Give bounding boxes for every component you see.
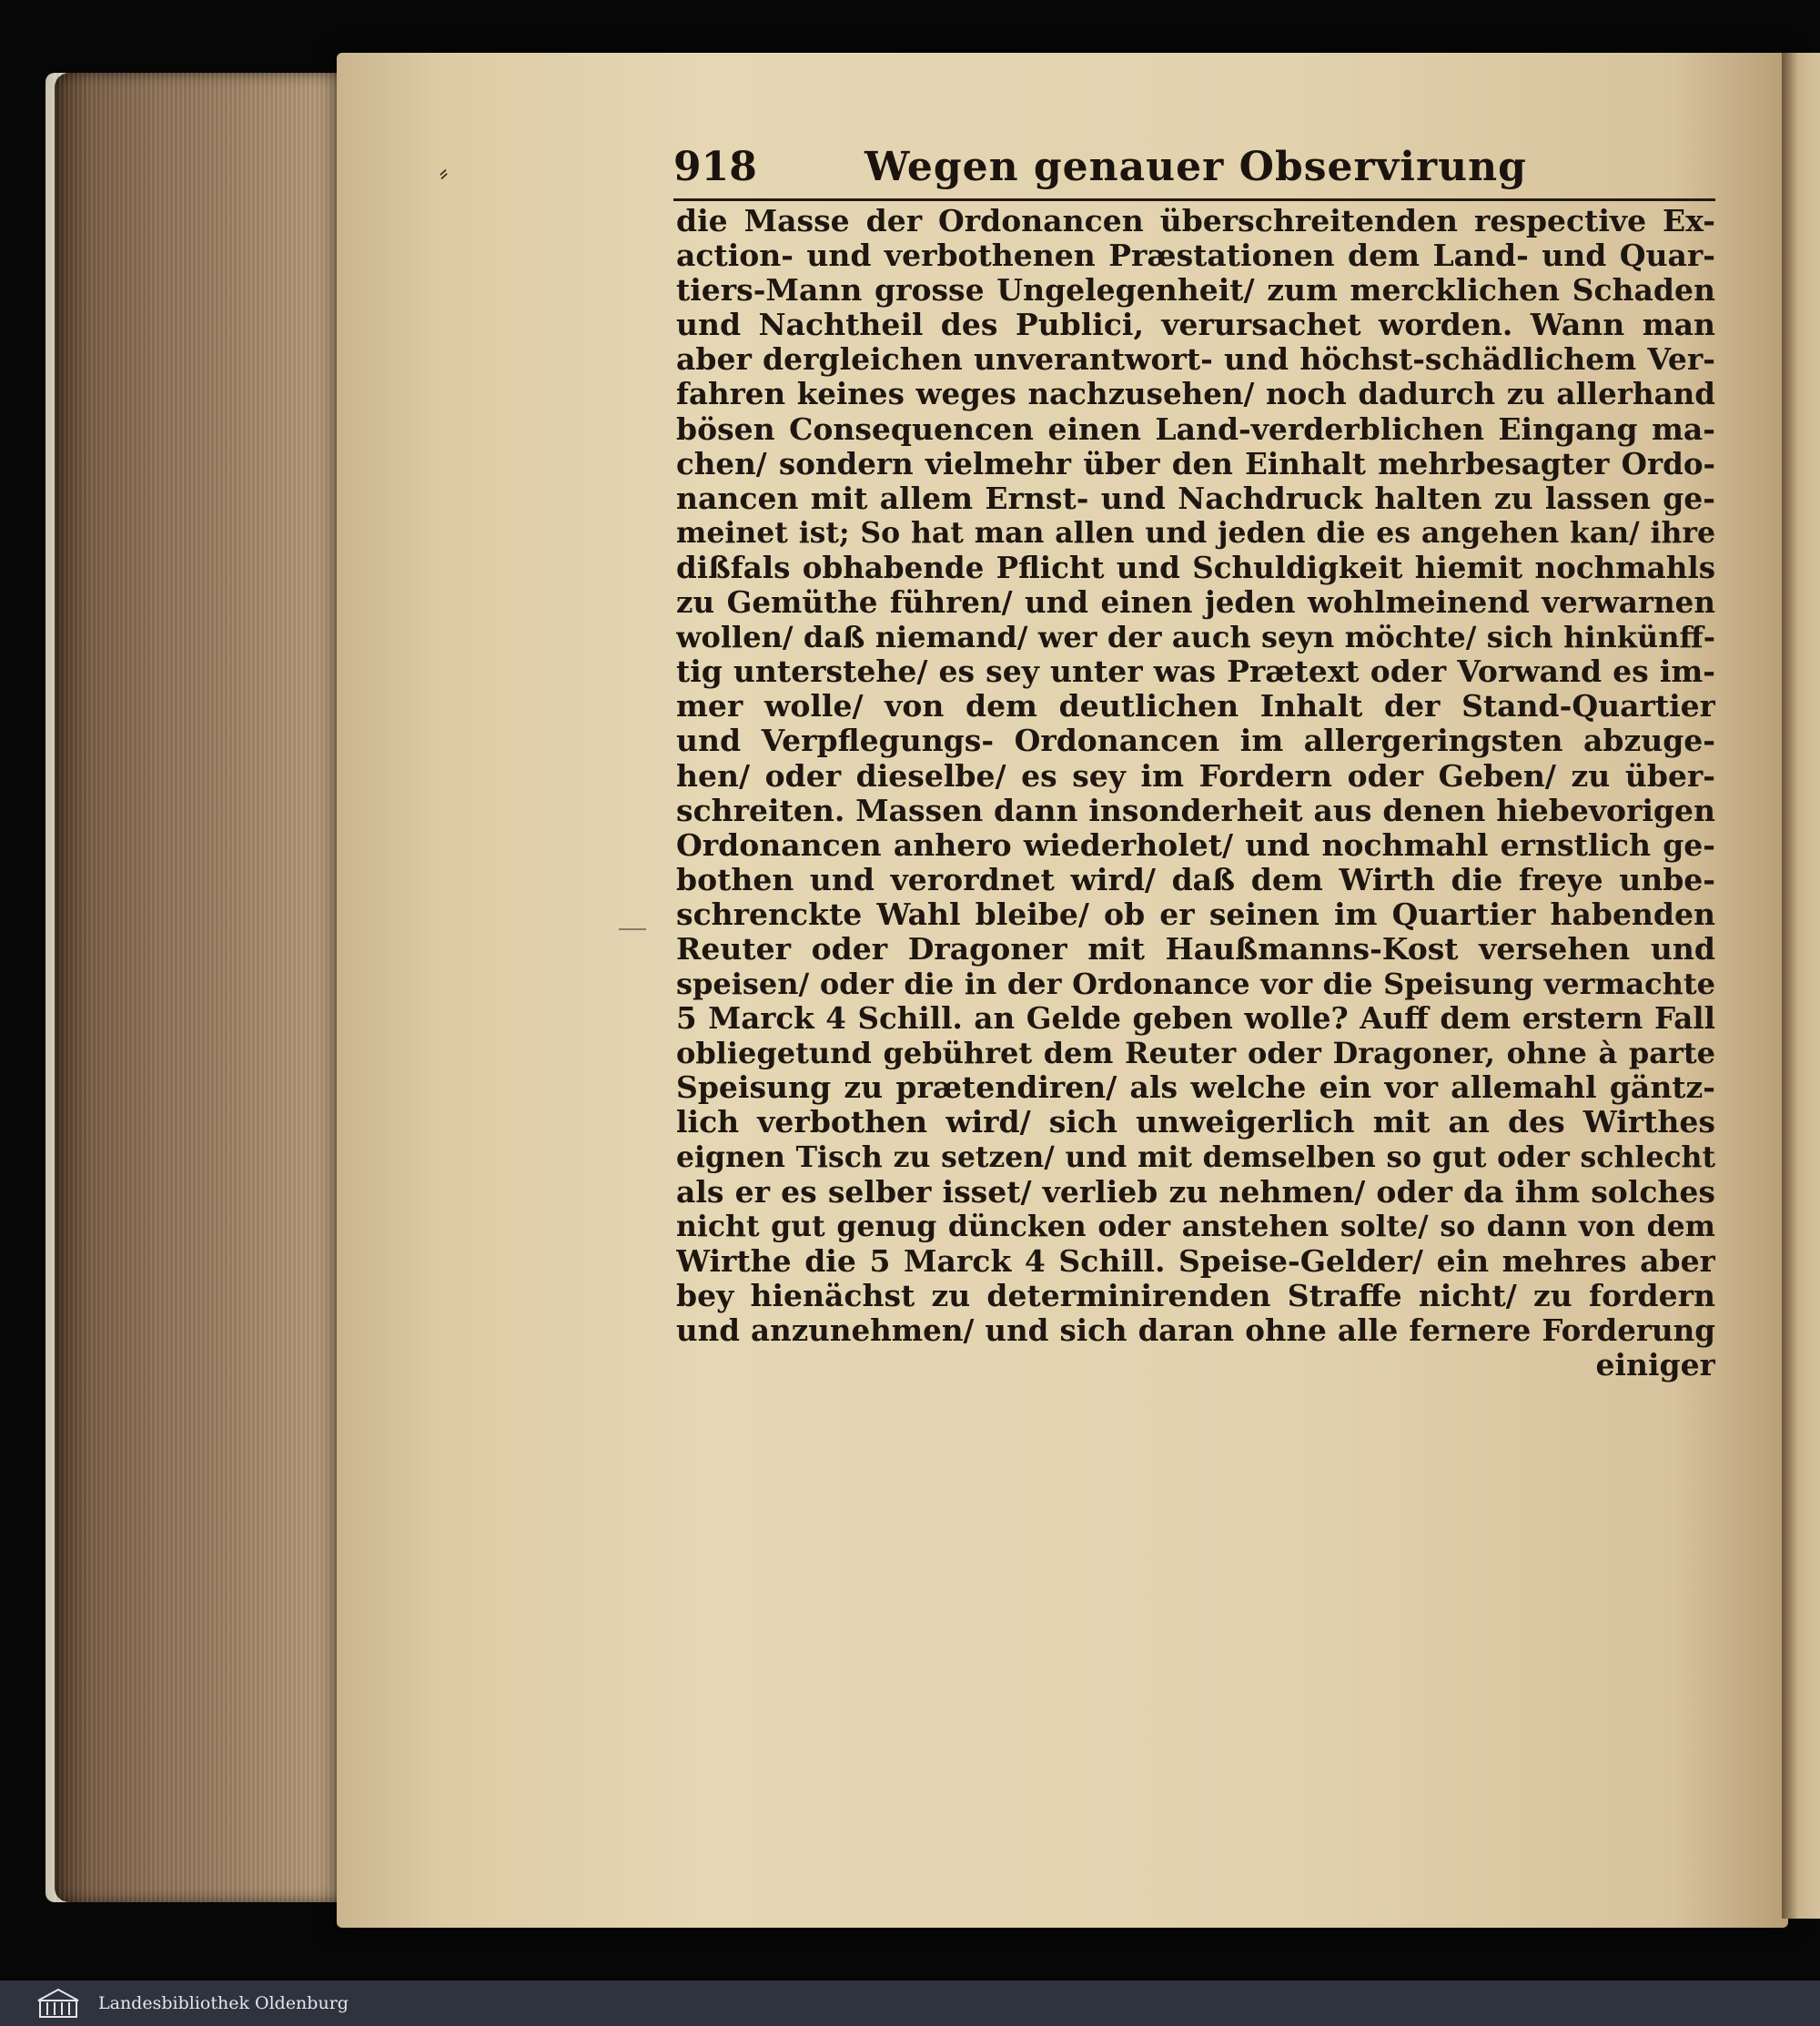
text-line: wollen/ daß niemand/ wer der auch seyn möchte/ sich hinkünff- xyxy=(676,620,1715,655)
text-line: lich verbothen wird/ sich unweigerlich mit an des Wirthes xyxy=(676,1105,1715,1140)
text-line: Speisung zu prætendiren/ als welche ein vor allemahl gäntz- xyxy=(676,1070,1715,1106)
catchword: einiger xyxy=(1595,1348,1715,1383)
text-line: hen/ oder dieselbe/ es sey im Fordern oder Geben/ zu über- xyxy=(676,758,1715,794)
margin-mark-icon: ⸗ xyxy=(434,156,452,189)
text-line: schreiten. Massen dann insonderheit aus denen hiebevorigen xyxy=(676,793,1715,828)
text-line: nancen mit allem Ernst- und Nachdruck halten zu lassen ge- xyxy=(676,481,1715,516)
text-line: obliegetund gebühret dem Reuter oder Dragoner, ohne à parte xyxy=(676,1036,1715,1071)
book-page-edges xyxy=(55,73,346,1902)
text-line: nicht gut genug düncken oder anstehen solte/ so dann von dem xyxy=(676,1209,1715,1243)
page-header xyxy=(673,144,1715,190)
text-line: 5 Marck 4 Schill. an Gelde geben wolle? Auff dem erstern Fall xyxy=(676,1001,1715,1037)
text-line: als er es selber isset/ verlieb zu nehmen/ oder da ihm solches xyxy=(676,1174,1715,1210)
text-line: bösen Consequencen einen Land-verderblichen Eingang ma- xyxy=(676,411,1715,447)
margin-dash xyxy=(619,928,646,930)
text-line: tiers-Mann grosse Ungelegenheit/ zum mercklichen Schaden xyxy=(676,273,1715,309)
text-line: speisen/ oder die in der Ordonance vor die Speisung vermachte xyxy=(676,967,1715,1002)
facing-page-edge xyxy=(1782,53,1820,1919)
library-name: Landesbibliothek Oldenburg xyxy=(98,1993,349,2013)
text-line: tig unterstehe/ es sey unter was Prætext oder Vorwand es im- xyxy=(676,654,1715,690)
header-rule xyxy=(673,198,1715,201)
text-line: Ordonancen anhero wiederholet/ und nochmahl ernstlich ge- xyxy=(676,827,1715,863)
text-line: mer wolle/ von dem deutlichen Inhalt der Stand-Quartier xyxy=(676,689,1715,724)
text-line: action- und verbothenen Præstationen dem Land- und Quar- xyxy=(676,238,1715,274)
text-line: die Masse der Ordonancen überschreitenden respective Ex- xyxy=(676,204,1715,238)
text-line: chen/ sondern vielmehr über den Einhalt mehrbesagter Ordo- xyxy=(676,446,1715,481)
text-line: dißfals obhabende Pflicht und Schuldigkeit hiemit nochmahls xyxy=(676,550,1715,585)
text-line: aber dergleichen unverantwort- und höchst-schädlichem Ver- xyxy=(676,342,1715,378)
page-number: 918 xyxy=(673,144,757,190)
text-line: meinet ist; So hat man allen und jeden die es angehen kan/ ihre xyxy=(676,515,1715,550)
library-building-icon xyxy=(36,1988,80,2019)
body-text xyxy=(676,204,1715,1383)
running-head: Wegen genauer Observirung xyxy=(864,144,1527,190)
text-line: und Verpflegungs- Ordonancen im allergeringsten abzuge- xyxy=(676,724,1715,759)
footer-bar xyxy=(0,1980,1820,2026)
text-line: Wirthe die 5 Marck 4 Schill. Speise-Gelder/ ein mehres aber xyxy=(676,1243,1715,1279)
text-line: bey hienächst zu determinirenden Straffe nicht/ zu fordern xyxy=(676,1278,1715,1313)
text-line: eignen Tisch zu setzen/ und mit demselben so gut oder schlecht xyxy=(676,1140,1715,1174)
text-line: zu Gemüthe führen/ und einen jeden wohlmeinend verwarnen xyxy=(676,585,1715,621)
text-line: und anzunehmen/ und sich daran ohne alle fernere Forderung xyxy=(676,1313,1715,1348)
text-line: fahren keines weges nachzusehen/ noch dadurch zu allerhand xyxy=(676,377,1715,412)
text-line: schrenckte Wahl bleibe/ ob er seinen im Quartier habenden xyxy=(676,897,1715,932)
text-line: Reuter oder Dragoner mit Haußmanns-Kost versehen und xyxy=(676,931,1715,967)
text-line: und Nachtheil des Publici, verursachet worden. Wann man xyxy=(676,308,1715,343)
text-line: bothen und verordnet wird/ daß dem Wirth die freye unbe- xyxy=(676,862,1715,897)
